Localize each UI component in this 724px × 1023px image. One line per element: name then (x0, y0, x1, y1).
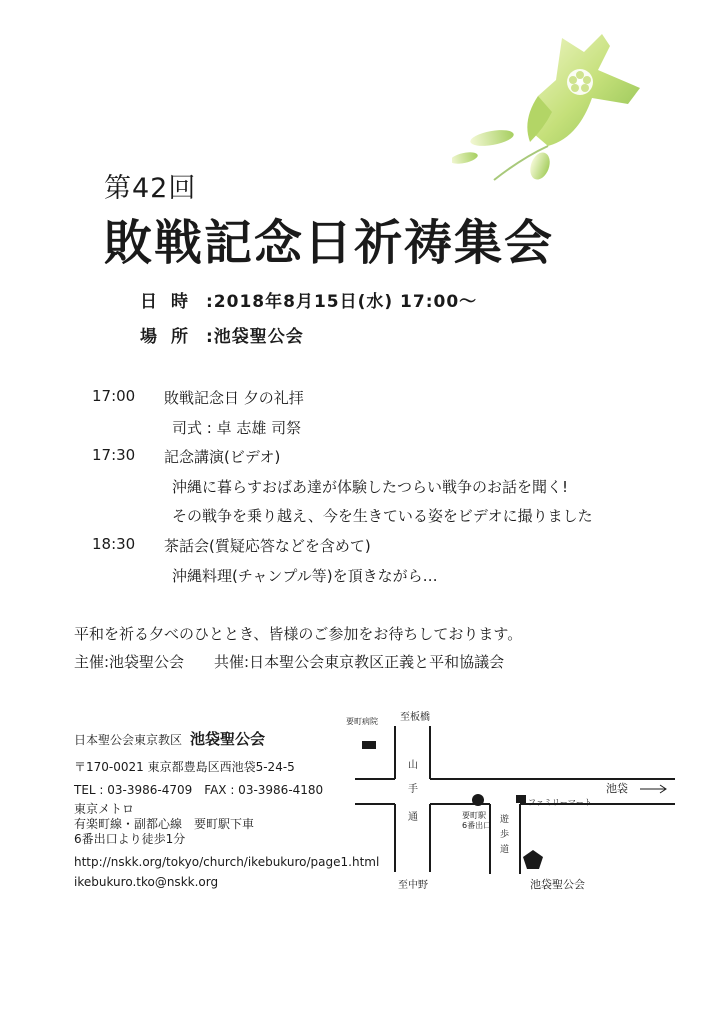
schedule-time: 17:00 (92, 387, 136, 405)
map-label-familymart: ファミリーマート (528, 798, 592, 807)
map-label-ikebukuro: 池袋 (606, 782, 628, 795)
event-title: 敗戦記念日祈祷集会 (104, 215, 555, 271)
street-char: 通 (408, 812, 418, 823)
access-line-3: 6番出口より徒歩1分 (74, 832, 186, 846)
email-address[interactable]: ikebukuro.tko@nskk.org (74, 875, 219, 889)
map-label-exit: 6番出口 (462, 821, 492, 830)
contact-address: 〒170-0021 東京都豊島区西池袋5-24-5 (74, 760, 295, 774)
schedule-detail: 沖縄に暮らすおばあ達が体験したつらい戦争のお話を聞く! (172, 478, 569, 496)
promenade-char: 遊 (500, 815, 510, 825)
schedule-detail: その戦争を乗り越え、今を生きている姿をビデオに撮りました (172, 507, 593, 525)
hospital-marker (362, 741, 376, 749)
place-value: :池袋聖公会 (206, 327, 304, 347)
dove-leaf-illustration (452, 30, 642, 190)
schedule-time: 18:30 (92, 535, 136, 553)
promenade-char: 歩 (500, 830, 510, 840)
edition-number: 第42回 (104, 173, 197, 204)
contact-org: 日本聖公会東京教区 (74, 733, 183, 747)
schedule-title: 茶話会(質疑応答などを含めて) (164, 537, 371, 555)
contact-heading (74, 728, 265, 749)
map-label-hospital: 要町病院 (346, 717, 378, 726)
contact-phone: TEL : 03-3986-4709 FAX : 03-3986-4180 (74, 783, 324, 797)
map-label-nakano: 至中野 (398, 880, 428, 891)
schedule-detail: 司式 : 卓 志雄 司祭 (172, 419, 302, 437)
place-row (140, 322, 304, 347)
website-url[interactable]: http://nskk.org/tokyo/church/ikebukuro/page1.html (74, 855, 380, 869)
invitation-message: 平和を祈る夕べのひととき、皆様のご参加をお待ちしております。 (74, 625, 523, 643)
map-label-itabashi: 至板橋 (400, 712, 430, 723)
place-label: 場所 (140, 327, 202, 347)
organizers: 主催:池袋聖公会 共催:日本聖公会東京教区正義と平和協議会 (74, 653, 505, 671)
street-char: 山 (408, 760, 418, 771)
access-map (340, 704, 700, 904)
promenade-char: 道 (500, 845, 510, 855)
station-marker (472, 794, 484, 806)
date-value: :2018年8月15日(水) 17:00〜 (206, 292, 478, 312)
map-label-station: 要町駅 (462, 811, 486, 820)
schedule-title: 敗戦記念日 夕の礼拝 (164, 389, 304, 407)
contact-church: 池袋聖公会 (190, 730, 266, 748)
schedule-time: 17:30 (92, 446, 136, 464)
street-char: 手 (408, 784, 418, 795)
familymart-marker (516, 795, 526, 803)
schedule-title: 記念講演(ビデオ) (164, 448, 281, 466)
map-label-church: 池袋聖公会 (530, 878, 585, 891)
access-line-2: 有楽町線・副都心線 要町駅下車 (74, 817, 255, 831)
schedule-detail: 沖縄料理(チャンプル等)を頂きながら… (172, 567, 438, 585)
church-marker (523, 850, 543, 869)
access-line-1: 東京メトロ (74, 802, 135, 816)
date-label: 日時 (140, 292, 202, 312)
date-row (140, 287, 477, 312)
